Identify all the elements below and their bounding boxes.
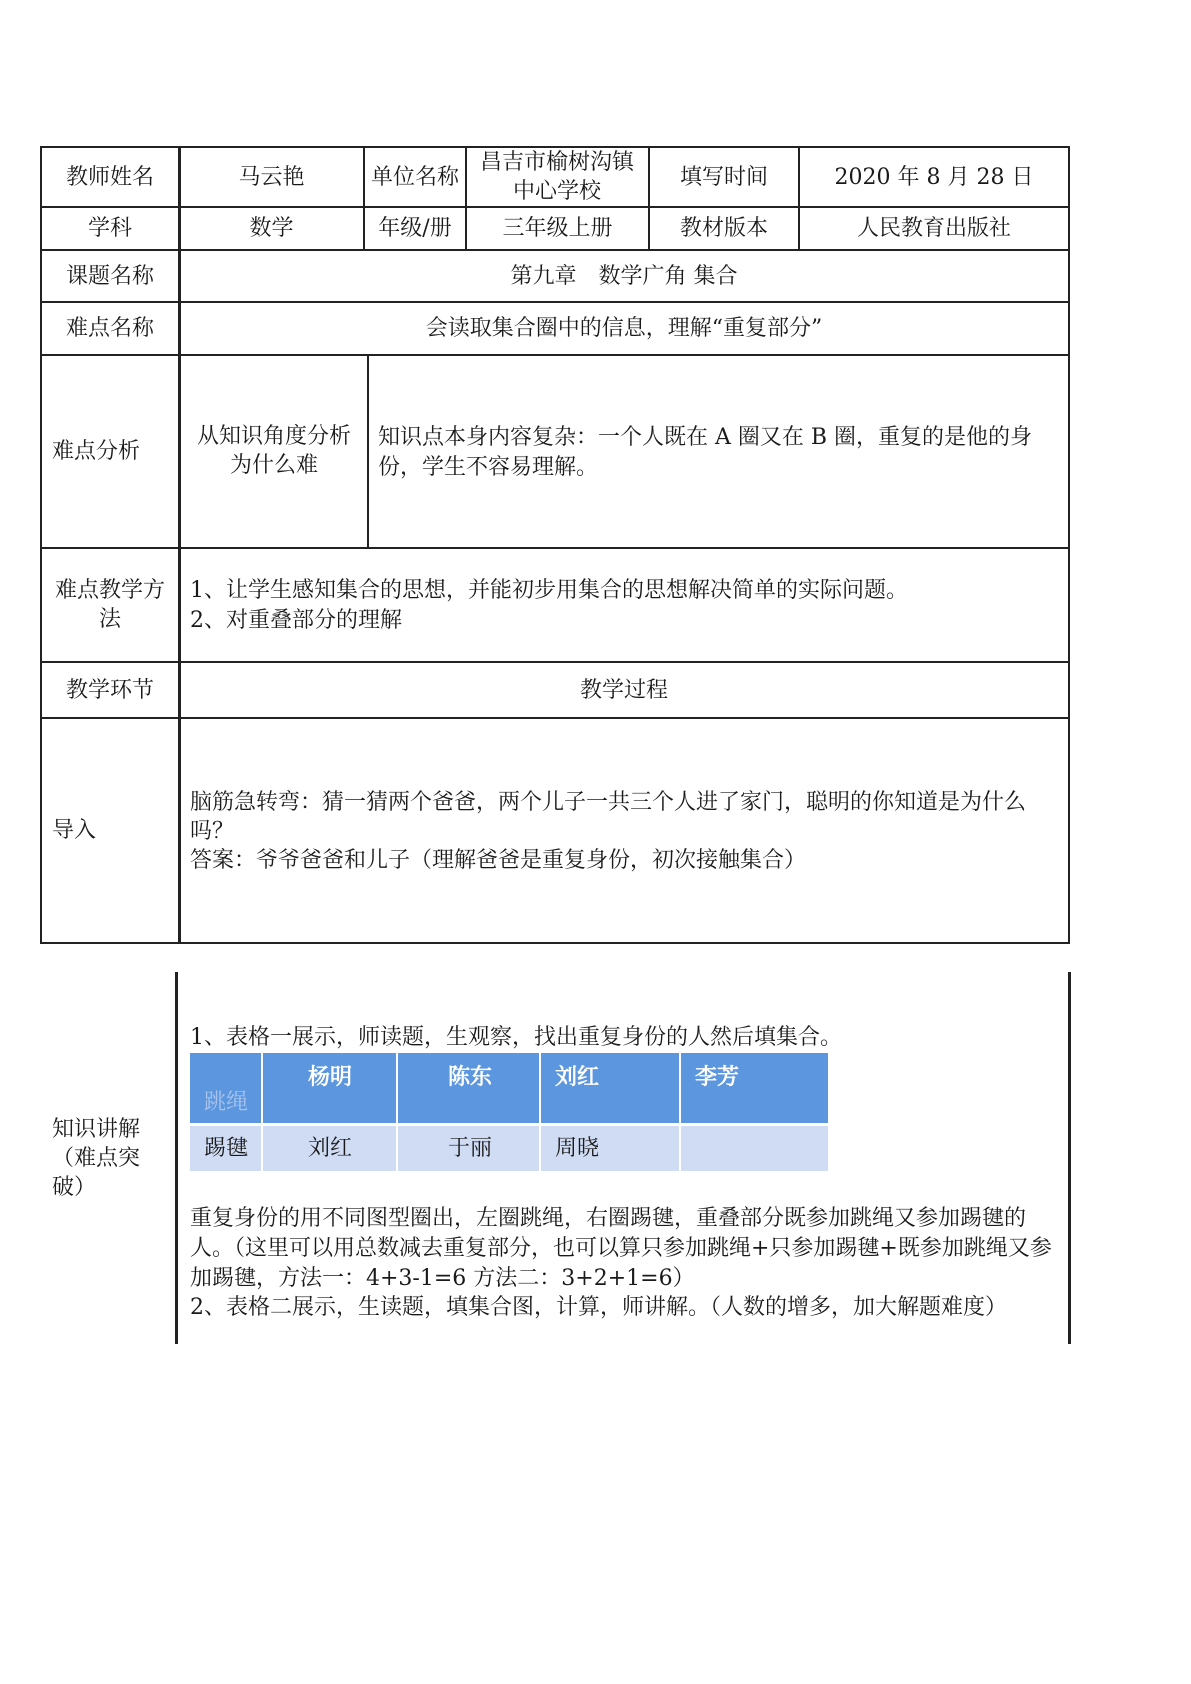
row-label-jump-rope: 跳绳 <box>204 1090 249 1115</box>
grade-label: 年级/册 <box>378 216 452 241</box>
fill-time-label: 填写时间 <box>679 164 768 190</box>
fill-time-value: 2020 年 8 月 28 日 <box>834 164 1034 190</box>
method-line-1: 1、让学生感知集合的思想，并能初步用集合的思想解决简单的实际问题。 <box>190 578 908 603</box>
knowledge-divider <box>175 972 178 1344</box>
knowledge-label: 知识讲解（难点突破） <box>52 1117 141 1200</box>
analysis-text: 知识点本身内容复杂：一个人既在 A 圈又在 B 圈，重复的是他的身份，学生不容易理解。 <box>378 425 1033 480</box>
table-cell: 于丽 <box>448 1136 493 1161</box>
method-line-2: 2、对重叠部分的理解 <box>190 608 402 633</box>
intro-answer: 答案：爷爷爸爸和儿子（理解爸爸是重复身份，初次接触集合） <box>190 848 807 873</box>
unit-name-label: 单位名称 <box>371 164 460 190</box>
difficulty-label: 难点名称 <box>65 316 154 341</box>
sports-table <box>190 1053 828 1171</box>
difficulty-value: 会读取集合圈中的信息，理解“重复部分” <box>425 316 823 341</box>
subject-label: 学科 <box>87 216 132 241</box>
teacher-name-value: 马云艳 <box>238 164 305 190</box>
table-cell: 刘红 <box>555 1064 600 1090</box>
knowledge-right-border <box>1068 972 1071 1344</box>
table-cell: 李芳 <box>695 1064 740 1090</box>
intro-question: 脑筋急转弯：猜一猜两个爸爸，两个儿子一共三个人进了家门，聪明的你知道是为什么吗？ <box>190 790 1027 844</box>
process-stage-label: 教学环节 <box>65 677 154 703</box>
table-cell: 陈东 <box>448 1064 493 1090</box>
method-label: 难点教学方法 <box>54 578 165 632</box>
edition-label: 教材版本 <box>679 216 768 241</box>
teacher-name-label: 教师姓名 <box>65 164 154 190</box>
table-cell: 刘红 <box>308 1136 353 1161</box>
grade-value: 三年级上册 <box>502 216 613 241</box>
table-cell: 周晓 <box>555 1136 600 1161</box>
unit-name-value: 昌吉市榆树沟镇中心学校 <box>479 150 634 204</box>
table-row <box>190 1126 828 1171</box>
analysis-label: 难点分析 <box>52 439 141 464</box>
analysis-sublabel: 从知识角度分析为什么难 <box>196 424 351 478</box>
topic-label: 课题名称 <box>65 263 154 289</box>
knowledge-step-1: 1、表格一展示，师读题，生观察，找出重复身份的人然后填集合。 <box>190 1025 842 1050</box>
topic-value: 第九章 数学广角 集合 <box>510 263 738 289</box>
subject-value: 数学 <box>249 216 294 241</box>
row-label-shuttlecock: 踢毽 <box>204 1136 249 1161</box>
knowledge-explanation: 重复身份的用不同图型圈出，左圈跳绳，右圈踢毽，重叠部分既参加跳绳又参加踢毽的人。（这里可以用总数减去重复部分，也可以算只参加跳绳+只参加踢毽+既参加跳绳又参加踢毽，方法一：4+3-1=6 方法二：3+2+1=6） <box>190 1206 1052 1291</box>
intro-label: 导入 <box>52 818 97 843</box>
table-cell: 杨明 <box>308 1064 353 1090</box>
knowledge-step-2: 2、表格二展示，生读题，填集合图，计算，师讲解。（人数的增多，加大解题难度） <box>190 1295 1007 1320</box>
process-header-value: 教学过程 <box>579 677 668 703</box>
edition-value: 人民教育出版社 <box>856 216 1011 241</box>
